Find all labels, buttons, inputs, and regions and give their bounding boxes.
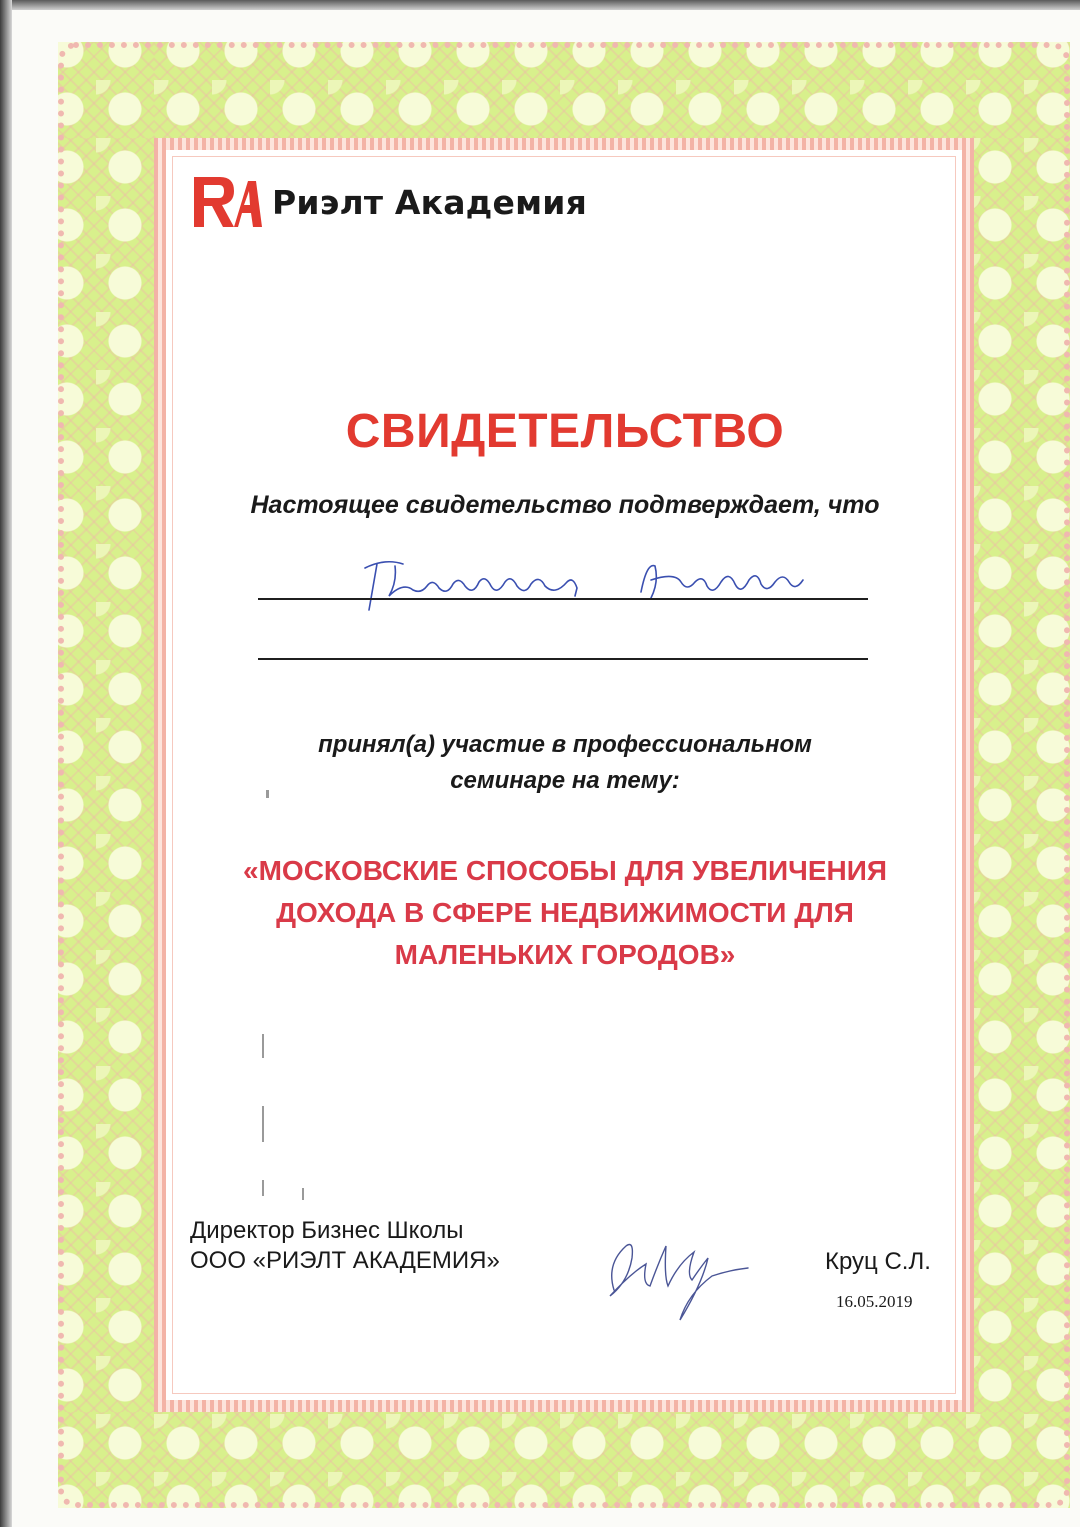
scan-mark xyxy=(262,1180,264,1196)
company-name: ООО «РИЭЛТ АКАДЕМИЯ» xyxy=(190,1247,500,1274)
participation-text xyxy=(180,727,950,799)
scan-edge-top xyxy=(0,0,1080,10)
participation-line-2: семинаре на тему: xyxy=(450,767,680,794)
scan-mark xyxy=(266,790,269,798)
topic-line-1: «МОСКОВСКИЕ СПОСОБЫ ДЛЯ УВЕЛИЧЕНИЯ xyxy=(243,855,887,886)
name-underline-1 xyxy=(258,598,868,600)
signer-name: Круц С.Л. xyxy=(825,1248,931,1275)
certificate-title: СВИДЕТЕЛЬСТВО xyxy=(345,405,785,458)
director-signature xyxy=(596,1224,766,1334)
director-block xyxy=(190,1216,500,1276)
director-title: Директор Бизнес Школы xyxy=(190,1217,464,1244)
topic-line-3: МАЛЕНЬКИХ ГОРОДОВ» xyxy=(394,939,736,970)
certificate-subtitle: Настоящее свидетельство подтверждает, что xyxy=(250,491,880,519)
certificate-date: 16.05.2019 xyxy=(836,1292,913,1311)
scan-mark xyxy=(262,1106,264,1142)
scan-mark xyxy=(262,1034,264,1058)
participation-line-1: принял(а) участие в профессиональном xyxy=(318,731,812,758)
recipient-handwritten-name xyxy=(355,552,815,612)
name-underline-2 xyxy=(258,658,868,660)
topic-line-2: ДОХОДА В СФЕРЕ НЕДВИЖИМОСТИ ДЛЯ xyxy=(276,897,854,928)
ra-logo-icon xyxy=(190,173,264,231)
seminar-topic xyxy=(180,850,950,976)
scan-mark xyxy=(302,1188,304,1200)
scan-edge-left xyxy=(0,0,12,1527)
logo xyxy=(190,172,587,232)
logo-name: Риэлт Академия xyxy=(272,182,587,222)
